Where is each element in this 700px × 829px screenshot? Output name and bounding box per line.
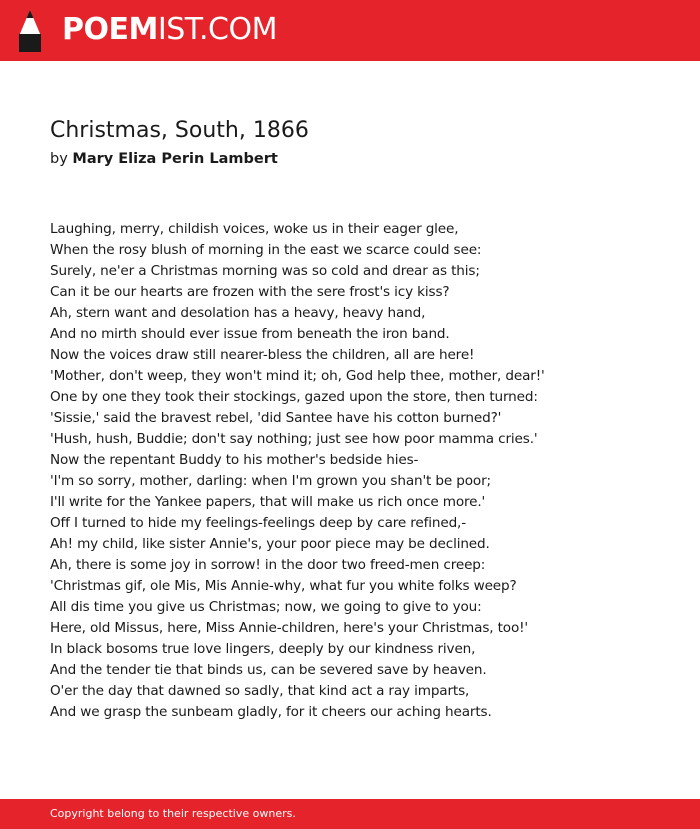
poem-line: 'Hush, hush, Buddie; don't say nothing; just see how poor mamma cries.' bbox=[50, 431, 538, 447]
poem-title: Christmas, South, 1866 bbox=[50, 118, 309, 143]
byline bbox=[50, 149, 278, 169]
site-footer bbox=[0, 799, 700, 829]
poem-line: Now the voices draw still nearer-bless the children, all are here! bbox=[50, 347, 475, 363]
copyright-text: Copyright belong to their respective owners. bbox=[50, 807, 296, 820]
poem-line: All dis time you give us Christmas; now, we going to give to you: bbox=[50, 599, 482, 615]
logo-text-light: IST.COM bbox=[157, 12, 277, 47]
poem-line: 'Christmas gif, ole Mis, Mis Annie-why, what fur you white folks weep? bbox=[50, 578, 517, 594]
poem-line: Ah! my child, like sister Annie's, your poor piece may be declined. bbox=[50, 536, 490, 552]
poem-line: O'er the day that dawned so sadly, that kind act a ray imparts, bbox=[50, 683, 470, 699]
poem-line: Here, old Missus, here, Miss Annie-children, here's your Christmas, too!' bbox=[50, 620, 529, 636]
poem-line: I'll write for the Yankee papers, that will make us rich once more.' bbox=[50, 494, 486, 510]
poem-line: 'Mother, don't weep, they won't mind it; oh, God help thee, mother, dear!' bbox=[50, 368, 545, 384]
poem-line: When the rosy blush of morning in the east we scarce could see: bbox=[50, 242, 482, 258]
site-header bbox=[0, 0, 700, 61]
author-name: Mary Eliza Perin Lambert bbox=[72, 151, 278, 167]
poem-line: And we grasp the sunbeam gladly, for it cheers our aching hearts. bbox=[50, 704, 492, 720]
poem-line: 'I'm so sorry, mother, darling: when I'm grown you shan't be poor; bbox=[50, 473, 491, 489]
poem-line: And the tender tie that binds us, can be severed save by heaven. bbox=[50, 662, 487, 678]
site-logo[interactable] bbox=[62, 12, 277, 48]
poem-line: In black bosoms true love lingers, deeply by our kindness riven, bbox=[50, 641, 476, 657]
poem-line: 'Sissie,' said the bravest rebel, 'did Santee have his cotton burned?' bbox=[50, 410, 502, 426]
poem-line: Off I turned to hide my feelings-feelings deep by care refined,- bbox=[50, 515, 466, 531]
poem-line: Can it be our hearts are frozen with the sere frost's icy kiss? bbox=[50, 284, 450, 300]
pencil-icon[interactable] bbox=[18, 10, 42, 52]
poem-line: Ah, there is some joy in sorrow! in the door two freed-men creep: bbox=[50, 557, 486, 573]
poem-line: Now the repentant Buddy to his mother's bedside hies- bbox=[50, 452, 419, 468]
poem-line: Surely, ne'er a Christmas morning was so cold and drear as this; bbox=[50, 263, 480, 279]
poem-line: Ah, stern want and desolation has a heavy, heavy hand, bbox=[50, 305, 426, 321]
poem-body bbox=[50, 219, 690, 723]
by-label: by bbox=[50, 151, 68, 167]
poem-line: And no mirth should ever issue from beneath the iron band. bbox=[50, 326, 450, 342]
poem-line: One by one they took their stockings, gazed upon the store, then turned: bbox=[50, 389, 538, 405]
logo-text-bold: POEM bbox=[62, 12, 158, 47]
poem-line: Laughing, merry, childish voices, woke us in their eager glee, bbox=[50, 221, 459, 237]
